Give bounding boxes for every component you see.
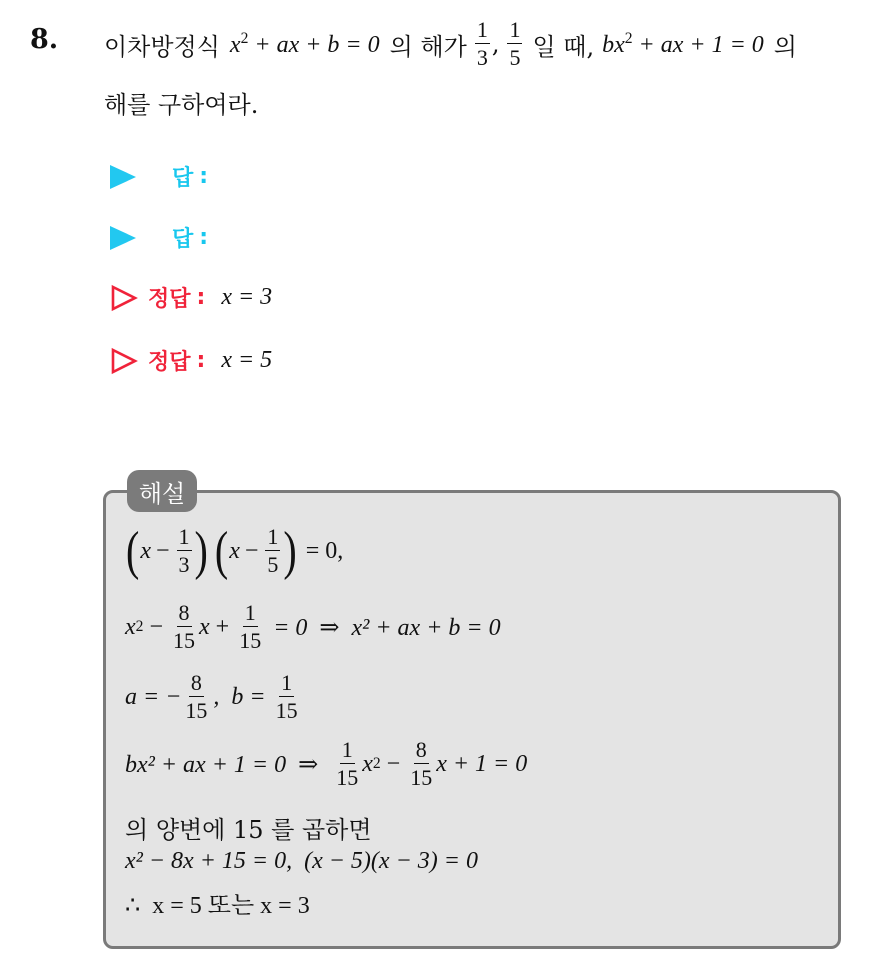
fraction-one-fifth: $\frac{1}{5}$ — [509, 17, 521, 70]
answer-blank-1[interactable]: 답 : — [110, 161, 208, 192]
solution-line-4: bx² + ax + 1 = 0 ⇒ $\frac{1}{15}$ x 2 − $\frac{8}{15}$ x + 1 = 0 — [125, 737, 528, 790]
question-text-mid: 의 해가 — [389, 32, 467, 61]
solution-tag: 해설 — [127, 470, 197, 512]
answer-label: 답 — [172, 166, 194, 191]
answer-label: 답 — [172, 227, 194, 252]
question-text-end: 의 — [773, 32, 797, 61]
solution-line-6: x² − 8x + 15 = 0, (x − 5)(x − 3) = 0 — [125, 848, 478, 874]
outline-triangle-icon — [110, 284, 138, 312]
question-line-2: 해를 구하여라. — [104, 91, 259, 119]
question-number: 8. — [30, 24, 59, 55]
solution-line-3: a = − $\frac{8}{15}$ , b = $\frac{1}{15}$ — [125, 670, 298, 723]
question-line-1: 이차방정식 $x^2$ + ax + b = 0 의 해가 $\frac{1}{3}$ , $\frac{1}{5}$ 일 때, $bx^2$ + ax + 1 = 0 의 — [104, 17, 797, 70]
correct-answer-label: 정답 — [148, 350, 191, 375]
fraction: $\frac{1}{15}$ — [336, 737, 359, 790]
equation-1: $x^2$ + ax + b = 0 — [229, 29, 380, 58]
fraction: $\frac{1}{5}$ — [267, 524, 279, 577]
solution-line-2: x 2 − $\frac{8}{15}$ x + $\frac{1}{15}$ = 0 ⇒ x² + ax + b = 0 — [125, 600, 501, 653]
question-text-prefix: 이차방정식 — [104, 32, 220, 61]
correct-answer-value: x = 3 — [221, 284, 273, 310]
fraction: $\frac{8}{15}$ — [410, 737, 433, 790]
fraction: $\frac{1}{15}$ — [275, 670, 298, 723]
solution-line-5: 의 양변에 15 를 곱하면 — [125, 816, 372, 844]
solution-line-1: ( x − $\frac{1}{3}$ ) ( x − $\frac{1}{5}$ ) = 0, — [126, 519, 344, 581]
play-triangle-icon — [110, 226, 136, 250]
play-triangle-icon — [110, 165, 136, 189]
solution-line-7: ∴ x = 5 또는 x = 3 — [125, 893, 310, 919]
fraction: $\frac{8}{15}$ — [173, 600, 195, 653]
correct-answer-1: 정답 : x = 3 — [110, 282, 272, 313]
equation-2: $bx^2$ + ax + 1 = 0 — [602, 29, 764, 58]
outline-triangle-icon — [110, 347, 138, 375]
fraction: $\frac{1}{15}$ — [239, 600, 262, 653]
correct-answer-label: 정답 — [148, 287, 191, 312]
correct-answer-2: 정답 : x = 5 — [110, 345, 272, 376]
question-text-after: 일 때, — [532, 32, 595, 61]
correct-answer-value: x = 5 — [221, 347, 273, 373]
answer-blank-2[interactable]: 답 : — [110, 222, 208, 253]
fraction: $\frac{8}{15}$ — [185, 670, 208, 723]
fraction-one-third: $\frac{1}{3}$ — [476, 17, 488, 70]
fraction: $\frac{1}{3}$ — [178, 524, 190, 577]
